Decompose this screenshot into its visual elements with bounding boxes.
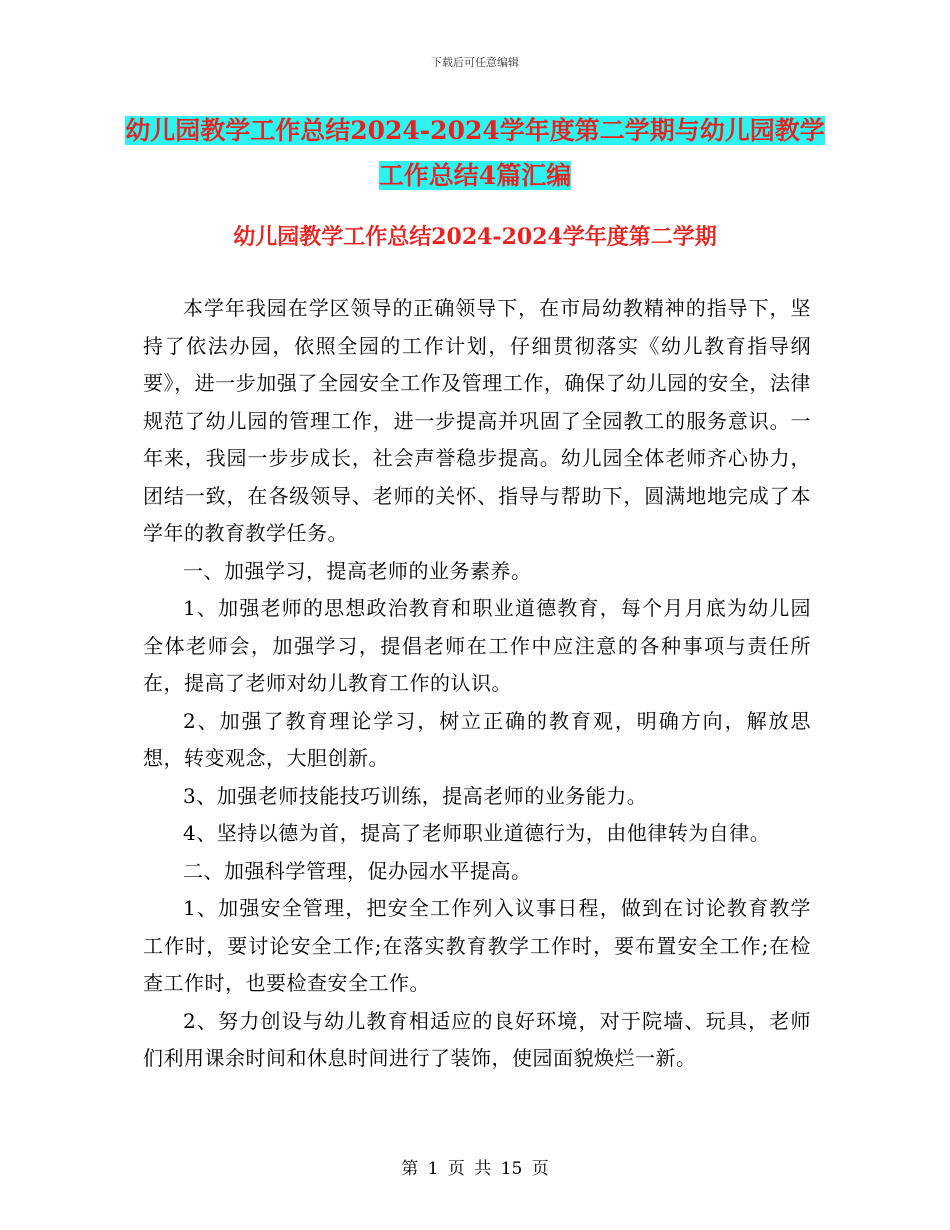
page-footer: 第 1 页 共 15 页: [401, 1159, 549, 1179]
paragraph: 二、加强科学管理，促办园水平提高。: [183, 858, 532, 883]
paragraph: 4、坚持以德为首，提高了老师职业道德行为，由他律转为自律。: [183, 821, 771, 845]
document-title: [120, 108, 830, 198]
paragraph: 2、努力创设与幼儿教育相适应的良好环境，对于院墙、玩具，老师们利用课余时间和休息时间进行了装饰，使园面貌焕烂一新。: [143, 1008, 811, 1070]
paragraph: 2、加强了教育理论学习，树立正确的教育观，明确方向，解放思想，转变观念，大胆创新。: [143, 708, 811, 770]
document-title-text: 幼儿园教学工作总结2024-2024学年度第二学期与幼儿园教学工作总结4篇汇编: [125, 116, 825, 190]
paragraph: 1、加强老师的思想政治教育和职业道德教育，每个月月底为幼儿园全体老师会，加强学习，提倡老师在工作中应注意的各种事项与责任所在，提高了老师对幼儿教育工作的认识。: [143, 596, 811, 695]
paragraph: 3、加强老师技能技巧训练，提高老师的业务能力。: [183, 783, 648, 808]
header-note: 下载后可任意编辑: [431, 56, 519, 69]
section-heading: 幼儿园教学工作总结2024-2024学年度第二学期: [233, 224, 717, 250]
paragraph: 一、加强学习，提高老师的业务素养。: [183, 558, 532, 583]
paragraph: 1、加强安全管理，把安全工作列入议事日程，做到在讨论教育教学工作时，要讨论安全工作;在落实教育教学工作时，要布置安全工作;在检查工作时，也要检查安全工作。: [143, 896, 811, 995]
paragraph: 本学年我园在学区领导的正确领导下，在市局幼教精神的指导下，坚持了依法办园，依照全园的工作计划，仔细贯彻落实《幼儿教育指导纲要》，进一步加强了全园安全工作及管理工作，确保了幼儿园的安全，法律规范了幼儿园的管理工作，进一步提高并巩固了全园教工的服务意识。一年来，我园一步步成长，社会声誉稳步提高。幼儿园全体老师齐心协力，团结一致，在各级领导、老师的关怀、指导与帮助下，圆满地地完成了本学年的教育教学任务。: [143, 296, 811, 545]
body-text: [143, 290, 811, 1078]
